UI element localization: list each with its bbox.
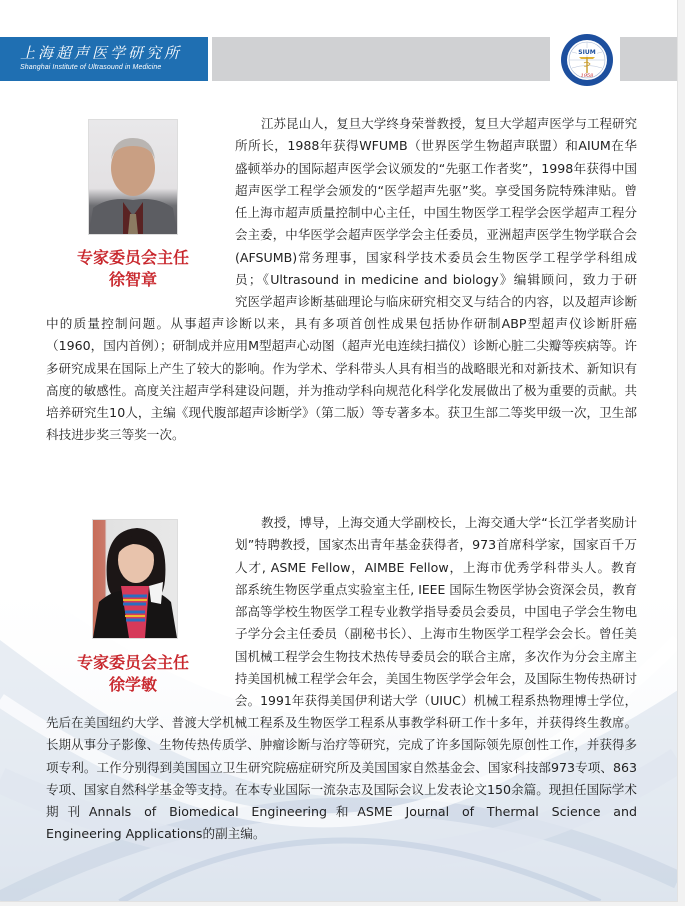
bio-line: 专项、国家自然科学基金等支持。在本专业国际一流杂志及国际会议上发表论文150余篇。现担任国际学术: [46, 781, 637, 797]
header-band-left: [212, 37, 550, 81]
bio-line: 任上海市超声质量控制中心主任，中国生物医学工程学会医学超声工程分: [235, 205, 637, 221]
sium-logo-icon: [560, 33, 614, 87]
bio-line: (AFSUMB)常务理事，国家科学技术委员会生物医学工程学学科组成: [235, 249, 637, 265]
profile-2-name: 徐学敏: [108, 675, 157, 694]
bio-line: 科技进步奖三等奖一次。: [46, 427, 185, 443]
bio-line: 教授，博导，上海交通大学副校长，上海交通大学“长江学者奖励计: [261, 515, 637, 530]
bio-line: 员；《Ultrasound in medicine and biology》编辑顾问，致力于研: [235, 272, 637, 288]
bio-line: 培养研究生10人，主编《现代腹部超声诊断学》（第二版）等专著多本。获卫生部二等奖甲级一次，卫生部: [46, 405, 637, 421]
bio-line: 中的质量控制问题。从事超声诊断以来，具有多项首创性成果包括协作研制ABP型超声仪诊断肝癌: [46, 316, 637, 331]
bio-line: 部系统生物医学重点实验室主任, IEEE 国际生物医学协会资深会员，教育: [235, 581, 637, 597]
bio-line: 国机械工程学会生物技术热传导委员会的联合主席，多次作为分会主席主: [235, 648, 637, 664]
bio-line: 所所长，1988年获得WFUMB（世界医学生物超声联盟）和AIUM在华: [235, 138, 637, 154]
bio-line: 持美国机械工程学会年会，美国生物医学学会年会，及国际生物传热研讨: [235, 671, 637, 687]
portrait-photo-xu-xuemin: [92, 519, 178, 639]
bio-line: 项专利。工作分别得到美国国立卫生研究院癌症研究所及美国国家自然基金会、国家科技部973专项、863: [46, 759, 637, 775]
bio-line: 多研究成果在国际上产生了较大的影响。作为学术、学科带头人具有相当的战略眼光和对新技术、新知识有: [46, 360, 637, 376]
bio-line: 会。1991年获得美国伊利诺大学（UIUC）机械工程系热物理博士学位，: [235, 693, 637, 709]
svg-text:1958: 1958: [580, 73, 594, 79]
profile-1-title: [58, 247, 208, 291]
bio-line: 究医学超声诊断基础理论与临床研究相交叉与结合的内容，以及超声诊断: [235, 294, 637, 310]
bio-line: 盛顿举办的国际超声医学会议颁发的“先驱工作者奖”，1998年获得中国: [235, 160, 637, 176]
profile-1-bio-right: [235, 113, 637, 314]
institute-name-en: Shanghai Institute of Ultrasound in Medicine: [20, 64, 162, 71]
bio-line: Engineering Applications的副主编。: [46, 826, 266, 842]
bio-line: 江苏昆山人，复旦大学终身荣誉教授，复旦大学超声医学与工程研究: [261, 116, 637, 131]
profile-1-name: 徐智章: [108, 270, 157, 289]
profile-1-bio-full: [46, 313, 637, 447]
profile-2-bio-full: [46, 712, 637, 846]
portrait-photo-xu-zhizhang: [88, 119, 178, 235]
profile-1-role: 专家委员会主任: [76, 248, 189, 267]
svg-text:SIUM: SIUM: [578, 49, 596, 56]
bio-line: （1960，国内首例）；研制成并应用M型超声心动图（超声光电连续扫描仪）诊断心脏二尖瓣等疾病等。许: [46, 338, 637, 354]
profile-2-bio-right: [235, 512, 637, 713]
bio-line: 会主委，中华医学会超声医学学会主任委员，亚洲超声医学生物学联合会: [235, 227, 637, 243]
bio-line: 期刊Annals of Biomedical Engineering和ASME Journal of Thermal Science and: [46, 804, 637, 820]
institute-banner: [0, 37, 208, 81]
institute-name-cn: 上海超声医学研究所: [20, 44, 183, 62]
bio-line: 超声医学工程学会颁发的“医学超声先驱”奖。享受国务院特殊津贴。曾: [235, 182, 637, 198]
bio-line: 子学分会主任委员（副秘书长）、上海市生物医学工程学会会长。曾任美: [235, 626, 637, 642]
bio-line: 高度的敏感性。高度关注超声学科建设问题，并为推动学科向规范化科学化发展做出了极为重要的贡献。共: [46, 382, 637, 398]
profile-2-role: 专家委员会主任: [76, 653, 189, 672]
bio-line: 长期从事分子影像、生物传热传质学、肿瘤诊断与治疗等研究，完成了许多国际领先原创性工作，并获得多: [46, 737, 637, 753]
bio-line: 划”特聘教授，国家杰出青年基金获得者，973首席科学家，国家百千万: [235, 537, 637, 553]
bio-line: 人才, ASME Fellow，AIMBE Fellow，上海市优秀学科带头人。教育: [235, 559, 637, 575]
header-band-right: [620, 37, 678, 81]
bio-line: 部高等学校生物医学工程专业教学指导委员会委员，中国电子学会生物电: [235, 604, 637, 620]
bio-line: 先后在美国纽约大学、普渡大学机械工程系及生物医学工程系从事教学科研工作十多年，并获得终生教席。: [46, 715, 637, 730]
profile-2-title: [58, 652, 208, 696]
